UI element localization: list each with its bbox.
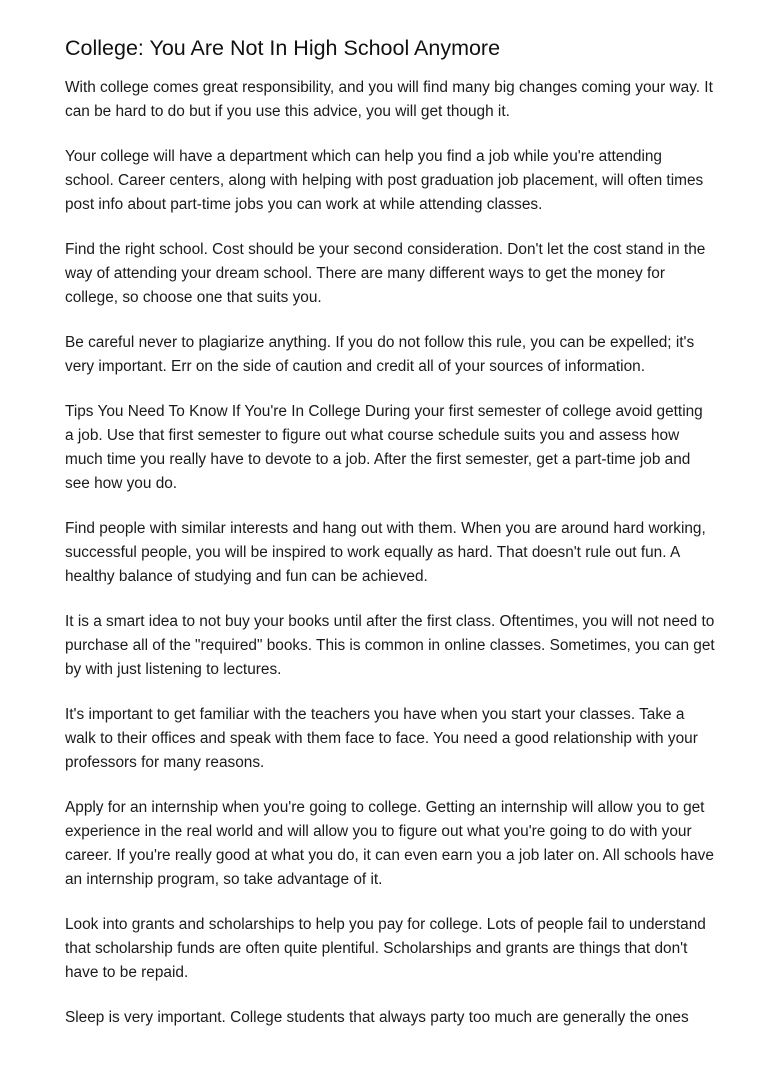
paragraph-plagiarism: Be careful never to plagiarize anything. If you do not follow this rule, you can be expelled; it's very important. Err on the side of caution and credit all of your sources of information. bbox=[65, 334, 695, 375]
paragraph-internship: Apply for an internship when you're going to college. Getting an internship will allow you to get experience in the real world and will allow you to figure out what you're going to do with your career. If you're really good at what you do, it can even earn you a job later on. All schools have an internship program, so take advantage of it. bbox=[65, 799, 714, 888]
paragraph-sleep: Sleep is very important. College students that always party too much are generally the ones bbox=[65, 1009, 689, 1026]
paragraph-intro: With college comes great responsibility, and you will find many big changes coming your way. It can be hard to do but if you use this advice, you will get though it. bbox=[65, 79, 713, 120]
paragraph-teachers: It's important to get familiar with the teachers you have when you start your classes. Take a walk to their offices and speak with them face to face. You need a good relationship with your professors for many reasons. bbox=[65, 706, 698, 771]
paragraph-grants: Look into grants and scholarships to help you pay for college. Lots of people fail to understand that scholarship funds are often quite plentiful. Scholarships and grants are things that don't have to be repaid. bbox=[65, 916, 706, 981]
paragraph-books: It is a smart idea to not buy your books until after the first class. Oftentimes, you will not need to purchase all of the "required" books. This is common in online classes. Sometimes, you can get by with just listening to lectures. bbox=[65, 613, 715, 678]
paragraph-similar-interests: Find people with similar interests and hang out with them. When you are around hard working, successful people, you will be inspired to work equally as hard. That doesn't rule out fun. A healthy balance of studying and fun can be achieved. bbox=[65, 520, 706, 585]
paragraph-right-school: Find the right school. Cost should be your second consideration. Don't let the cost stand in the way of attending your dream school. There are many different ways to get the money for college, so choose one that suits you. bbox=[65, 241, 706, 306]
paragraph-first-semester: Tips You Need To Know If You're In College During your first semester of college avoid getting a job. Use that first semester to figure out what course schedule suits you and assess how much time you really have to devote to a job. After the first semester, get a part-time job and see how you do. bbox=[65, 403, 703, 492]
paragraph-career-center: Your college will have a department which can help you find a job while you're attending school. Career centers, along with helping with post graduation job placement, will often times post info about part-time jobs you can work at while attending classes. bbox=[65, 148, 704, 213]
document-page bbox=[65, 34, 715, 1051]
document-title: College: You Are Not In High School Anymore bbox=[65, 36, 501, 60]
